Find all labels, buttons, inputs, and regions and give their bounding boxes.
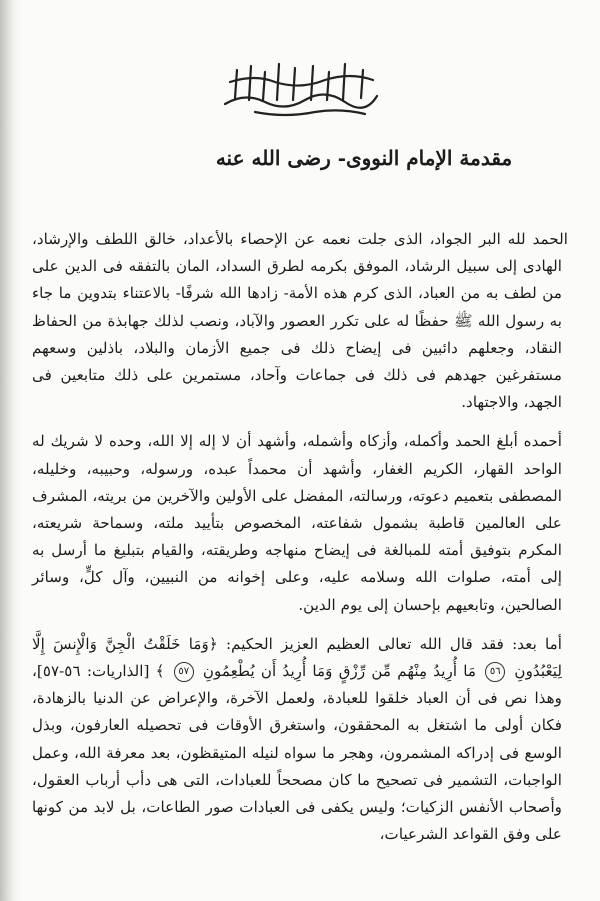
paragraph-1: الحمد لله البر الجواد، الذى جلت نعمه عن الإحصاء بالأعداد، خالق اللطف والإرشاد، الهادى إلى سبيل الرشاد، الموفق بكرمه لطرق السداد، المان بالتفقه فى الدين على من لطف به من العباد، الذى كرم هذه الأمة- زادها الله شرفًا- بالاعتناء بتدوين ما جاء به رسول الله ﷺ حفظًا له على تكرر العصور والآباد، ونصب لذلك جهابذة من الحفاظ النقاد، وجعلهم دائبين فى إيضاح ذلك فى جميع الأزمان والبلاد، باذلين وسعهم مستفرغين جهدهم فى ذلك فى جماعات وآحاد، مستمرين على ذلك متابعين فى الجهد، والاجتهاد. [32, 230, 568, 412]
quran-verse-2: مَا أُرِيدُ مِنْهُم مِّن رِّزْقٍ وَمَا أُرِيدُ أَن يُطْعِمُونِ [202, 662, 477, 681]
basmala-calligraphy [215, 52, 385, 122]
paragraph-3-intro: أما بعد: فقد قال الله تعالى العظيم العزيز الحكيم: [226, 634, 563, 653]
quran-reference: ﴾ [الذاريات: ٥٦-٥٧]، [32, 662, 165, 681]
body-text [32, 226, 568, 848]
quran-verse-1: ﴿وَمَا خَلَقْتُ الْجِنَّ وَالْإِنسَ إِلَّا لِيَعْبُدُونِ [32, 634, 563, 681]
page-title: مقدمة الإمام النووى- رضى الله عنه [215, 146, 513, 170]
paragraph-3 [32, 631, 562, 849]
page-binding-shadow [0, 0, 14, 901]
ayah-number-56: ٥٦ [485, 662, 505, 682]
paragraph-2: أحمده أبلغ الحمد وأكمله، وأزكاه وأشمله، وأشهد أن لا إله إلا الله، وحده لا شريك له الواحد القهار، الكريم الغفار، وأشهد أن محمداً عبده، ورسوله، وحبيبه، وخليله، المصطفى بتعميم دعوته، ورسالته، المفضل على الأولين والآخرين من بريته، المشرف على العالمين قاطبة بشمول شفاعته، المخصوص بتأييد ملته، وسماحة شريعته، المكرم بتوفيق أمته للمبالغة فى إيضاح منهاجه وطريقته، والقيام بتبليغ ما أرسل به إلى أمته، صلوات الله وسلامه عليه، وعلى إخوانه من النبيين، وآل كلٍّ، وسائر الصالحين، وتابعيهم بإحسان إلى يوم الدين. [32, 432, 562, 614]
paragraph-3-rest: وهذا نص فى أن العباد خلقوا للعبادة، ولعمل الآخرة، والإعراض عن الدنيا بالزهادة، فكان أولى ما اشتغل به المحققون، واستغرق الأوقات فى تحصيله العارفون، وبذل الوسع فى إدراكه المشمرون، وهجر ما سواه لنيله المتيقظون، بعد معرفة الله، وعمل الواجبات، التشمير فى تصحيح ما كان مصححاً للعبادات، التى هى دأب أرباب العقول، وأصحاب الأنفس الزكيات؛ وليس يكفى فى العبادات صور الطاعات، بل لابد من كونها على وفق القواعد الشرعيات، [32, 689, 562, 844]
ayah-number-57: ٥٧ [174, 662, 194, 682]
